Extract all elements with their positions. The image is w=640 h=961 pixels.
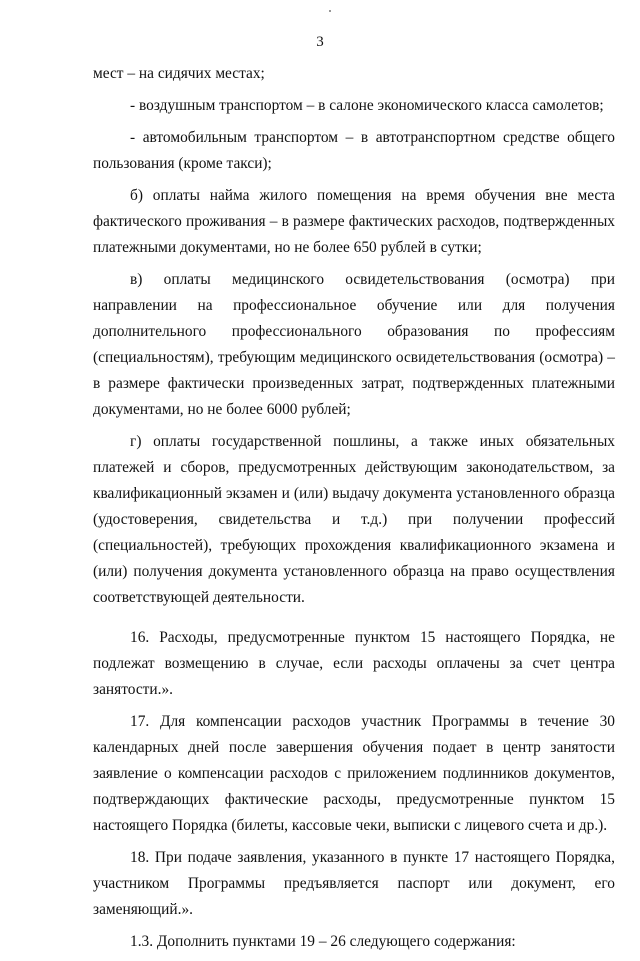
page-number: 3 xyxy=(316,34,324,50)
paragraph-18: 18. При подаче заявления, указанного в пункте 17 настоящего Порядка, участником Программы предъявляется паспорт или документ, его заменяющий.». xyxy=(93,849,615,918)
paragraph-b-housing: б) оплаты найма жилого помещения на время обучения вне места фактического проживания – в размере фактических расходов, подтвержденных платежными документами, но не более 650 рублей в сутки; xyxy=(93,187,615,256)
paragraph-17: 17. Для компенсации расходов участник Программы в течение 30 календарных дней после завершения обучения подает в центр занятости заявление о компенсации расходов с приложением подлинников документов, подтверждающих фактические расходы, предусмотренные пунктом 15 настоящего Порядка (билеты, кассовые чеки, выписки с лицевого счета и др.). xyxy=(93,713,615,834)
document-body xyxy=(93,61,615,961)
paragraph-continuation: мест – на сидячих местах; xyxy=(93,65,265,82)
scan-dot xyxy=(329,10,331,12)
paragraph-air-transport: - воздушным транспортом – в салоне экономического класса самолетов; xyxy=(130,97,604,114)
paragraph-16: 16. Расходы, предусмотренные пунктом 15 настоящего Порядка, не подлежат возмещению в случае, если расходы оплачены за счет центра занятости.». xyxy=(93,629,615,698)
paragraph-g-duty: г) оплаты государственной пошлины, а также иных обязательных платежей и сборов, предусмотренных действующим законодательством, за квалификационный экзамен и (или) выдачу документа установленного образца (удостоверения, свидетельства и т.д.) при получении профессий (специальностей), требующих прохождения квалификационного экзамена и (или) получения документа установленного образца на право осуществления соответствующей деятельности. xyxy=(93,433,615,606)
paragraph-auto-transport: - автомобильным транспортом – в автотранспортном средстве общего пользования (кроме такси); xyxy=(93,129,615,172)
paragraph-1-3: 1.3. Дополнить пунктами 19 – 26 следующего содержания: xyxy=(130,933,516,950)
paragraph-v-medical: в) оплаты медицинского освидетельствования (осмотра) при направлении на профессиональное обучение или для получения дополнительного профессионального образования по профессиям (специальностям), требующим медицинского освидетельствования (осмотра) – в размере фактически произведенных затрат, подтвержденных платежными документами, но не более 6000 рублей; xyxy=(93,271,615,418)
